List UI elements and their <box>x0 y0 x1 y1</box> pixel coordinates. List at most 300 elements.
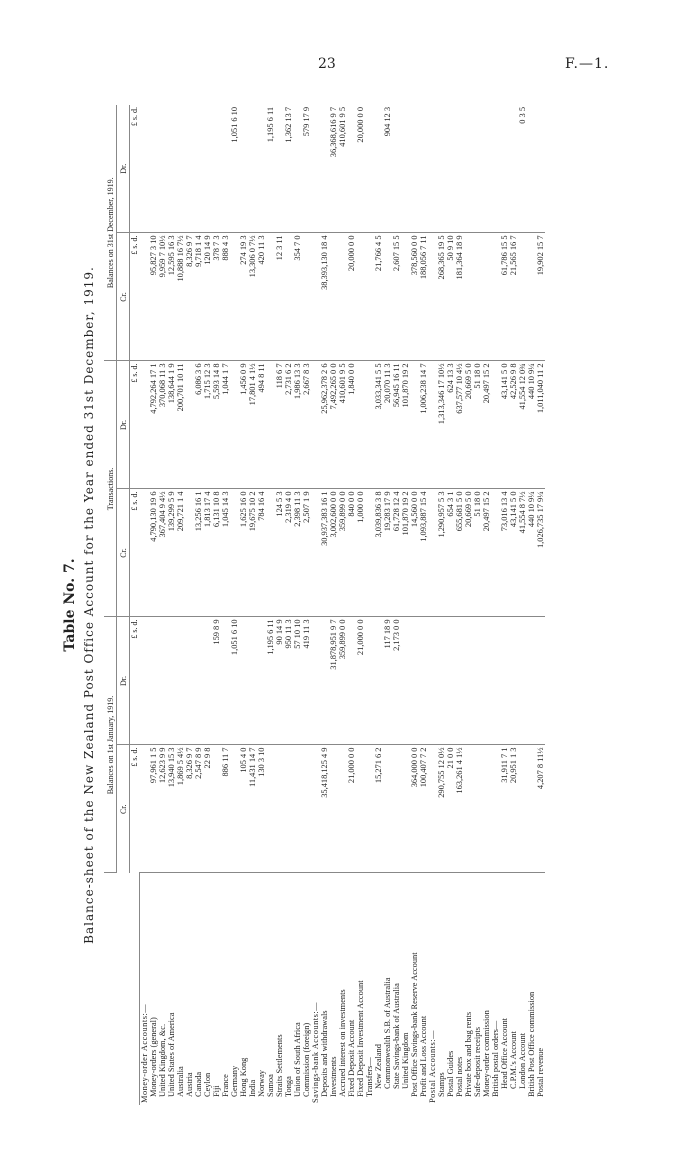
currency-units: £ s. d. <box>130 361 140 489</box>
document-reference: F.—1. <box>565 56 610 72</box>
table-row <box>139 105 149 1105</box>
table-row <box>194 105 203 1105</box>
open-dr-cell <box>185 617 194 745</box>
table-row <box>419 105 428 1105</box>
open-cr-cell: 22 9 8 <box>203 745 212 873</box>
trans-cr-cell: 2,507 1 9 <box>302 489 311 617</box>
account-label: Ceylon <box>202 1072 212 1097</box>
table-row <box>203 105 212 1105</box>
table-row <box>509 105 518 1105</box>
close-dr-cell: 1,362 13 7 <box>284 105 293 233</box>
close-dr-cell: 36,368,616 9 7 <box>329 105 338 233</box>
trans-dr-cell: 370,068 11 3 <box>158 361 167 489</box>
close-cr-cell: 12,595 16 3 <box>167 233 176 361</box>
account-label: Postal notes <box>454 1056 464 1097</box>
close-dr-cell <box>473 105 482 233</box>
close-cr-cell <box>284 233 293 361</box>
open-cr-cell: 11,431 14 7 <box>248 745 257 873</box>
open-cr-cell: 105 4 0 <box>239 745 248 873</box>
open-dr-cell <box>139 617 149 745</box>
account-label: Australia <box>175 1066 185 1097</box>
open-cr-cell <box>293 745 302 873</box>
trans-dr-cell: 25,962,378 2 6 <box>320 361 329 489</box>
open-dr-cell <box>194 617 203 745</box>
close-cr-cell <box>527 233 536 361</box>
trans-cr-cell: 359,899 0 0 <box>338 489 347 617</box>
table-row <box>446 105 455 1105</box>
open-cr-cell: 100,407 7 2 <box>419 745 428 873</box>
open-dr-cell <box>158 617 167 745</box>
trans-cr-cell <box>428 489 437 617</box>
balance-sheet-table <box>104 105 545 1105</box>
account-label: State Savings-bank of Australia <box>391 983 401 1089</box>
close-dr-cell <box>212 105 221 233</box>
close-dr-cell: 579 17 9 <box>302 105 311 233</box>
table-row <box>500 105 509 1105</box>
trans-dr-cell: 42,526 9 8 <box>509 361 518 489</box>
table-row <box>482 105 491 1105</box>
account-label: Postal Guides <box>445 1050 455 1097</box>
trans-dr-cell: 440 10 9¼ <box>527 361 536 489</box>
account-label: United Kingdom, &c. <box>157 1023 167 1097</box>
table-row <box>401 105 410 1105</box>
close-dr-cell <box>374 105 383 233</box>
table-row <box>329 105 338 1105</box>
trans-dr-cell: 410,601 9 5 <box>338 361 347 489</box>
open-cr-cell <box>392 745 401 873</box>
close-cr-cell: 181,364 18 9 <box>455 233 464 361</box>
close-dr-cell: 20,000 0 0 <box>356 105 365 233</box>
open-dr-cell <box>347 617 356 745</box>
currency-units: £ s. d. <box>130 747 139 767</box>
account-label: Samoa <box>265 1074 275 1097</box>
trans-dr-cell: 20,070 11 3 <box>383 361 392 489</box>
open-cr-cell <box>311 745 320 873</box>
open-cr-cell <box>329 745 338 873</box>
page-number: 23 <box>318 56 336 72</box>
account-label: Post Office Savings-bank Reserve Account <box>409 952 419 1097</box>
table-row <box>356 105 365 1105</box>
open-dr-cell <box>527 617 536 745</box>
open-dr-cell <box>446 617 455 745</box>
trans-cr-cell: 14,560 0 0 <box>410 489 419 617</box>
close-cr-cell <box>482 233 491 361</box>
close-cr-cell: 188,056 7 11 <box>419 233 428 361</box>
account-label: Austria <box>184 1072 194 1097</box>
open-cr-cell <box>139 745 149 873</box>
trans-dr-cell: 51 18 0 <box>473 361 482 489</box>
table-row <box>374 105 383 1105</box>
account-label: British Post Office commission <box>526 991 536 1097</box>
close-dr-cell <box>347 105 356 233</box>
close-dr-cell <box>139 105 149 233</box>
table-row <box>410 105 419 1105</box>
account-label: Accrued interest on investments <box>337 989 347 1097</box>
open-dr-cell <box>500 617 509 745</box>
close-cr-cell <box>428 233 437 361</box>
trans-cr-cell: 73,016 13 4 <box>500 489 509 617</box>
close-cr-cell: 274 19 3 <box>239 233 248 361</box>
table-row <box>221 105 230 1105</box>
open-dr-cell: 31,878,951 9 7 <box>329 617 338 745</box>
open-cr-cell <box>527 745 536 873</box>
open-dr-cell <box>482 617 491 745</box>
close-dr-cell <box>446 105 455 233</box>
close-cr-cell: 420 11 3 <box>257 233 266 361</box>
table-row <box>518 105 527 1105</box>
account-label: Private box and bag rents <box>463 1011 473 1097</box>
table-row <box>212 105 221 1105</box>
open-cr-cell: 21 0 0 <box>446 745 455 873</box>
open-cr-cell: 97,961 1 5 <box>149 745 158 873</box>
close-cr-cell: 9,959 7 10½ <box>158 233 167 361</box>
trans-dr-cell: 3,033,341 5 5 <box>374 361 383 489</box>
table-row <box>302 105 311 1105</box>
account-label: Union of South Africa <box>292 1022 302 1097</box>
account-label: C.P.M.'s Account <box>508 1031 518 1089</box>
open-dr-cell: 1,195 6 11 <box>266 617 275 745</box>
open-cr-cell: 290,755 12 0½ <box>437 745 446 873</box>
trans-dr-cell: 2,731 6 2 <box>284 361 293 489</box>
table-row <box>383 105 392 1105</box>
account-label: Germany <box>229 1065 239 1097</box>
trans-dr-cell: 138,644 1 9 <box>167 361 176 489</box>
close-dr-cell <box>158 105 167 233</box>
table-row <box>320 105 329 1105</box>
trans-dr-cell <box>230 361 239 489</box>
trans-cr-cell: 20,669 5 0 <box>464 489 473 617</box>
close-dr-cell <box>500 105 509 233</box>
trans-cr-cell: 1,625 16 0 <box>239 489 248 617</box>
trans-dr-cell: 1,986 13 3 <box>293 361 302 489</box>
close-cr-cell: 9,718 1 4 <box>194 233 203 361</box>
trans-dr-cell: 637,577 10 4½ <box>455 361 464 489</box>
open-dr-cell <box>239 617 248 745</box>
close-dr-cell: 904 12 3 <box>383 105 392 233</box>
account-label: United Kingdom <box>400 1032 410 1089</box>
open-dr-cell <box>428 617 437 745</box>
col-dr-header: Dr. <box>117 617 130 745</box>
close-cr-cell: 21,766 4 5 <box>374 233 383 361</box>
open-cr-cell: 35,418,125 4 9 <box>320 745 329 873</box>
trans-cr-cell: 61,728 12 4 <box>392 489 401 617</box>
open-dr-cell: 117 18 9 <box>383 617 392 745</box>
trans-dr-cell: 20,669 5 0 <box>464 361 473 489</box>
account-label: Tonga <box>283 1076 293 1097</box>
open-cr-cell <box>266 745 275 873</box>
trans-cr-cell: 101,870 19 2 <box>401 489 410 617</box>
open-cr-cell: 163,261 4 1½ <box>455 745 464 873</box>
account-label: Safe-deposit receipts <box>472 1027 482 1097</box>
table-row <box>248 105 257 1105</box>
account-label: Investments <box>328 1056 338 1097</box>
open-dr-cell: 1,051 6 10 <box>230 617 239 745</box>
account-label: Hong Kong <box>238 1057 248 1097</box>
open-dr-cell <box>455 617 464 745</box>
close-cr-cell: 354 7 0 <box>293 233 302 361</box>
open-cr-cell <box>428 745 437 873</box>
account-label: Postal revenue <box>535 1047 545 1097</box>
close-dr-cell <box>203 105 212 233</box>
trans-dr-cell: 5,593 14 8 <box>212 361 221 489</box>
close-dr-cell <box>419 105 428 233</box>
account-label: Savings-bank Accounts:— <box>310 1001 320 1103</box>
table-row <box>284 105 293 1105</box>
table-row <box>311 105 320 1105</box>
open-cr-cell: 20,951 1 3 <box>509 745 518 873</box>
close-dr-cell: 0 3 5 <box>518 105 527 233</box>
transactions-header: Transactions. <box>104 361 117 617</box>
account-label: Stamps <box>436 1072 446 1097</box>
table-row <box>437 105 446 1105</box>
account-label: Postal Accounts:— <box>427 1030 437 1103</box>
open-cr-cell <box>230 745 239 873</box>
open-cr-cell: 2,547 8 9 <box>194 745 203 873</box>
close-dr-cell <box>464 105 473 233</box>
trans-cr-cell <box>491 489 500 617</box>
rotated-table-sheet <box>60 105 620 1105</box>
close-dr-cell <box>320 105 329 233</box>
table-row <box>158 105 167 1105</box>
trans-cr-cell: 3,002,600 0 0 <box>329 489 338 617</box>
close-dr-cell <box>401 105 410 233</box>
table-row <box>230 105 239 1105</box>
close-dr-cell <box>455 105 464 233</box>
open-dr-cell: 57 10 10 <box>293 617 302 745</box>
account-label: British postal orders— <box>490 1020 500 1097</box>
close-dr-cell <box>410 105 419 233</box>
close-dr-cell <box>365 105 374 233</box>
trans-cr-cell <box>230 489 239 617</box>
open-dr-cell <box>365 617 374 745</box>
trans-cr-cell: 13,256 16 1 <box>194 489 203 617</box>
close-dr-cell <box>527 105 536 233</box>
close-cr-cell <box>491 233 500 361</box>
table-row <box>185 105 194 1105</box>
close-dr-cell <box>176 105 185 233</box>
table-row <box>464 105 473 1105</box>
trans-cr-cell: 1,290,957 5 3 <box>437 489 446 617</box>
account-label: Money-orders (general) <box>148 1017 158 1097</box>
open-cr-cell <box>464 745 473 873</box>
trans-dr-cell: 200,701 10 11 <box>176 361 185 489</box>
table-row <box>176 105 185 1105</box>
trans-cr-cell <box>311 489 320 617</box>
open-cr-cell <box>518 745 527 873</box>
open-dr-cell <box>149 617 158 745</box>
trans-cr-cell <box>266 489 275 617</box>
close-cr-cell: 61,786 15 5 <box>500 233 509 361</box>
open-dr-cell <box>419 617 428 745</box>
open-cr-cell <box>338 745 347 873</box>
account-label: New Zealand <box>373 1044 383 1089</box>
trans-cr-cell: 209,721 1 4 <box>176 489 185 617</box>
close-cr-cell <box>401 233 410 361</box>
close-cr-cell: 8,326 9 7 <box>185 233 194 361</box>
trans-dr-cell: 56,945 16 11 <box>392 361 401 489</box>
trans-cr-cell: 20,497 15 2 <box>482 489 491 617</box>
open-cr-cell <box>275 745 284 873</box>
close-cr-cell <box>464 233 473 361</box>
close-dr-cell <box>185 105 194 233</box>
close-cr-cell <box>329 233 338 361</box>
open-dr-cell <box>311 617 320 745</box>
close-dr-cell <box>536 105 545 233</box>
trans-cr-cell <box>365 489 374 617</box>
account-label: Norway <box>256 1070 266 1097</box>
trans-cr-cell: 840 0 0 <box>347 489 356 617</box>
trans-cr-cell: 655,681 5 0 <box>455 489 464 617</box>
close-cr-cell: 268,365 19 5 <box>437 233 446 361</box>
account-label: Money-order commission <box>481 1010 491 1097</box>
trans-cr-cell: 1,026,735 17 9¼ <box>536 489 545 617</box>
open-dr-cell <box>257 617 266 745</box>
table-row <box>428 105 437 1105</box>
trans-cr-cell: 654 3 1 <box>446 489 455 617</box>
open-cr-cell <box>356 745 365 873</box>
open-cr-cell <box>383 745 392 873</box>
table-row <box>347 105 356 1105</box>
open-cr-cell: 12,623 9 9 <box>158 745 167 873</box>
open-cr-cell <box>284 745 293 873</box>
close-dr-cell <box>194 105 203 233</box>
currency-units: £ s. d. <box>130 617 140 745</box>
currency-units: £ s. d. <box>130 489 140 617</box>
close-cr-cell: 19,902 15 7 <box>536 233 545 361</box>
open-cr-cell <box>401 745 410 873</box>
trans-cr-cell: 2,319 4 0 <box>284 489 293 617</box>
open-dr-cell <box>518 617 527 745</box>
close-cr-cell <box>266 233 275 361</box>
account-label: Commission (foreign) <box>301 1022 311 1097</box>
col-cr-header: Cr. <box>117 745 130 873</box>
trans-dr-cell: 624 13 3 <box>446 361 455 489</box>
trans-dr-cell: 4,792,264 17 1 <box>149 361 158 489</box>
close-cr-cell <box>356 233 365 361</box>
close-dr-cell <box>437 105 446 233</box>
close-cr-cell: 888 4 3 <box>221 233 230 361</box>
trans-cr-cell: 3,039,836 3 8 <box>374 489 383 617</box>
open-cr-cell: 8,326 9 7 <box>185 745 194 873</box>
open-dr-cell <box>473 617 482 745</box>
open-cr-cell: 130 3 10 <box>257 745 266 873</box>
trans-cr-cell: 6,131 10 8 <box>212 489 221 617</box>
open-dr-cell: 90 14 9 <box>275 617 284 745</box>
table-row <box>536 105 545 1105</box>
close-dr-cell: 410,601 9 5 <box>338 105 347 233</box>
trans-cr-cell: 1,000 0 0 <box>356 489 365 617</box>
close-dr-cell <box>248 105 257 233</box>
open-dr-cell <box>410 617 419 745</box>
account-label: India <box>247 1079 257 1097</box>
close-cr-cell: 2,607 15 5 <box>392 233 401 361</box>
open-cr-cell: 1,869 5 4½ <box>176 745 185 873</box>
account-label: Fiji <box>211 1085 221 1097</box>
table-row <box>239 105 248 1105</box>
close-dr-cell <box>257 105 266 233</box>
trans-cr-cell: 367,404 9 4½ <box>158 489 167 617</box>
table-row <box>338 105 347 1105</box>
table-row <box>293 105 302 1105</box>
open-cr-cell: 886 11 7 <box>221 745 230 873</box>
close-cr-cell: 120 14 9 <box>203 233 212 361</box>
open-cr-cell: 364,000 0 0 <box>410 745 419 873</box>
close-cr-cell <box>473 233 482 361</box>
trans-cr-cell: 41,554 8 7½ <box>518 489 527 617</box>
trans-dr-cell: 101,870 19 2 <box>401 361 410 489</box>
table-row <box>365 105 374 1105</box>
close-dr-cell <box>491 105 500 233</box>
open-cr-cell <box>473 745 482 873</box>
open-dr-cell <box>437 617 446 745</box>
trans-cr-cell: 1,045 14 3 <box>221 489 230 617</box>
close-cr-cell <box>338 233 347 361</box>
open-dr-cell <box>401 617 410 745</box>
trans-dr-cell: 1,715 12 3 <box>203 361 212 489</box>
trans-dr-cell: 1,006,238 14 7 <box>419 361 428 489</box>
col-cr-header: Cr. <box>117 489 130 617</box>
open-dr-cell: 159 8 9 <box>212 617 221 745</box>
close-cr-cell: 378,560 0 0 <box>410 233 419 361</box>
close-dr-cell <box>239 105 248 233</box>
trans-dr-cell <box>365 361 374 489</box>
trans-cr-cell <box>185 489 194 617</box>
close-dr-cell <box>392 105 401 233</box>
table-subtitle: Balance-sheet of the New Zealand Post Office Account for the Year ended 31st December, 1919. <box>82 266 96 944</box>
trans-dr-cell <box>139 361 149 489</box>
table-row <box>392 105 401 1105</box>
account-label: London Account <box>517 1032 527 1089</box>
trans-dr-cell <box>428 361 437 489</box>
close-cr-cell <box>365 233 374 361</box>
open-dr-cell <box>221 617 230 745</box>
account-column-header <box>104 873 139 1105</box>
close-cr-cell <box>518 233 527 361</box>
trans-dr-cell <box>356 361 365 489</box>
trans-cr-cell: 51 18 0 <box>473 489 482 617</box>
open-cr-cell <box>212 745 221 873</box>
trans-dr-cell: 1,044 1 7 <box>221 361 230 489</box>
trans-dr-cell: 2,667 8 3 <box>302 361 311 489</box>
open-dr-cell <box>248 617 257 745</box>
open-dr-cell <box>509 617 518 745</box>
trans-dr-cell <box>410 361 419 489</box>
account-label: United States of America <box>166 1012 176 1097</box>
close-cr-cell <box>230 233 239 361</box>
close-cr-cell: 95,827 3 10 <box>149 233 158 361</box>
close-cr-cell: 378 7 3 <box>212 233 221 361</box>
trans-dr-cell: 1,840 0 0 <box>347 361 356 489</box>
trans-cr-cell: 30,937,383 16 1 <box>320 489 329 617</box>
opening-balances-header: Balances on 1st January, 1919. <box>104 617 117 873</box>
close-cr-cell: 21,565 16 7 <box>509 233 518 361</box>
open-cr-cell: 15,271 6 2 <box>374 745 383 873</box>
close-dr-cell: 1,051 6 10 <box>230 105 239 233</box>
account-label: Fixed Deposit Account <box>346 1019 356 1097</box>
trans-dr-cell: 43,141 5 0 <box>500 361 509 489</box>
open-cr-cell: 4,207 8 11½ <box>536 745 545 873</box>
trans-dr-cell: 494 8 11 <box>257 361 266 489</box>
account-label: Deposits and withdrawals <box>319 1010 329 1097</box>
account-label: Straits Settlements <box>274 1034 284 1097</box>
table-row <box>257 105 266 1105</box>
table-row <box>149 105 158 1105</box>
close-cr-cell <box>302 233 311 361</box>
account-label: Canada <box>193 1071 203 1097</box>
table-row <box>167 105 176 1105</box>
close-dr-cell <box>149 105 158 233</box>
close-cr-cell <box>383 233 392 361</box>
